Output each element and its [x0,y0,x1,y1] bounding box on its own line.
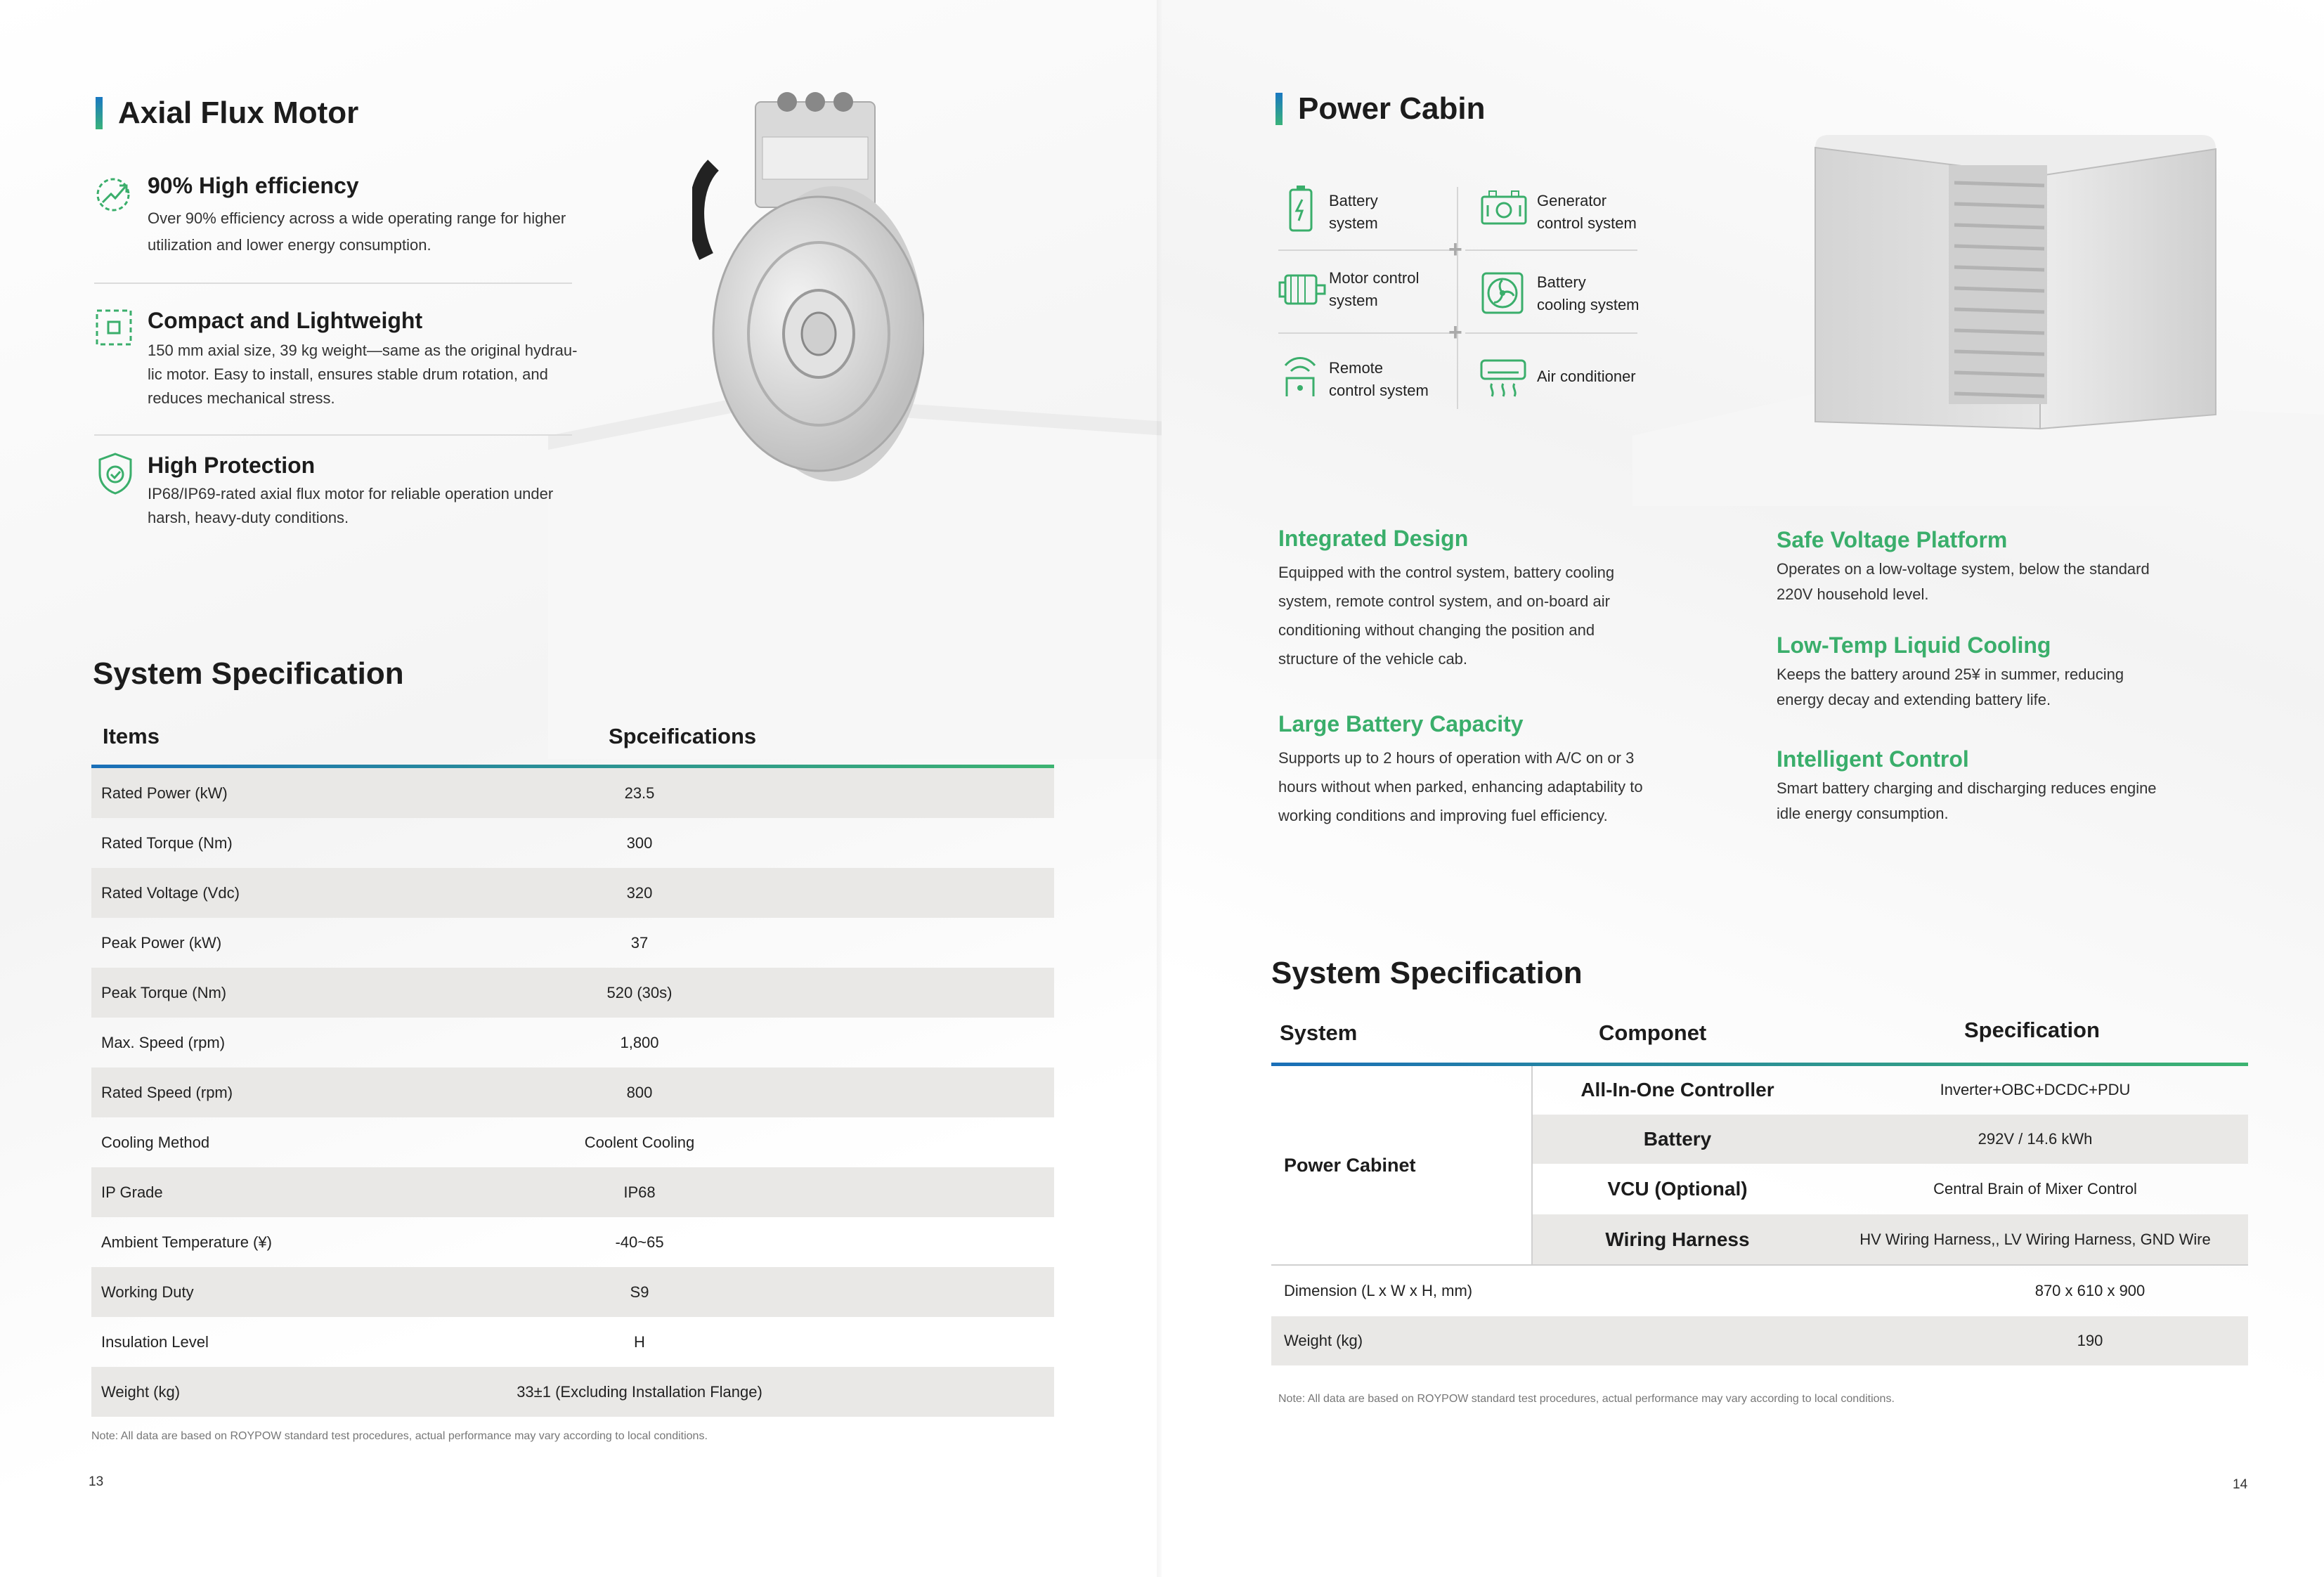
feature-text: Smart battery charging and discharging reduces engine idle energy consumption. [1777,779,2157,822]
plus-sign: + [1448,319,1462,346]
spec-value-cell: -40~65 [615,1233,664,1251]
battery-icon [1288,184,1313,233]
table-header-component: Componet [1599,1020,1707,1045]
table-row [91,1217,1054,1267]
table-row [91,1117,1054,1167]
spec-value-cell: 800 [626,1083,653,1101]
component-label: Remote control system [1329,359,1429,399]
feature-title: Safe Voltage Platform [1777,527,2008,552]
page-number: 13 [89,1474,104,1489]
table-header-system: System [1280,1020,1358,1045]
spec-value-cell: S9 [630,1283,649,1301]
component-name-cell: Wiring Harness [1533,1214,1822,1264]
spec-item-cell: Insulation Level [101,1332,209,1351]
page-title: Power Cabin [1275,91,1486,126]
table-row: Weight (kg) 190 [1271,1316,2248,1365]
spec-item-cell: Rated Voltage (Vdc) [101,883,240,902]
component-label: Battery cooling system [1537,273,1640,313]
spec-item-cell: Peak Power (kW) [101,933,222,952]
component-label: Battery system [1329,192,1378,232]
component-name-cell: VCU (Optional) [1607,1178,1748,1200]
grid-divider [1465,249,1637,251]
spec-value-cell: 33±1 (Excluding Installation Flange) [517,1382,762,1401]
table-header-items: Items [103,724,160,748]
grid-divider [1465,332,1637,334]
feature-text: Equipped with the control system, battery cooling system, remote control system, and on-board air conditioning without changing the position and structure of the vehicle cab. [1278,564,1615,668]
grid-divider [1278,332,1450,334]
spec-item-cell: Max. Speed (rpm) [101,1033,226,1051]
spec-item-cell: Rated Torque (Nm) [101,833,233,852]
power-cabin-image [1808,134,2258,436]
spec-value-cell: H [634,1332,645,1351]
feature-title: Low-Temp Liquid Cooling [1777,632,2051,658]
table-row [91,918,1054,968]
spec-item-cell: Rated Power (kW) [101,784,228,802]
table-row [91,1018,1054,1067]
footnote: Note: All data are based on ROYPOW standard test procedures, actual performance may vary according to local conditions. [91,1430,708,1442]
spec-item-cell: Working Duty [101,1283,194,1301]
feature-divider [94,434,572,436]
feature-divider [94,283,572,284]
motor-icon [1278,270,1327,309]
component-spec-cell: Central Brain of Mixer Control [1933,1180,2137,1198]
table-header-specification: Specification [1964,1018,2100,1042]
component-name-cell: All-In-One Controller [1580,1078,1774,1101]
feature-text: Keeps the battery around 25¥ in summer, reducing energy decay and extending battery life. [1777,666,2124,708]
spec-value-cell: Coolent Cooling [584,1133,695,1151]
plus-sign: + [1448,236,1462,263]
component-label: Generator control system [1537,192,1637,232]
compact-box-icon [94,308,134,347]
fan-cooling-icon [1481,271,1524,315]
table-row: Dimension (L x W x H, mm) 870 x 610 x 900 [1284,1282,2146,1299]
spec-value-cell: 37 [630,933,649,952]
remote-signal-icon [1280,351,1320,398]
feature-text: IP68/IP69-rated axial flux motor for reliable operation under harsh, heavy-duty conditions. [148,485,554,526]
generator-icon [1479,190,1528,228]
feature-title: 90% High efficiency [148,173,359,198]
page-title: Axial Flux Motor [96,96,358,131]
component-label: Motor control system [1329,269,1420,309]
feature-text: Operates on a low-voltage system, below the standard 220V household level. [1777,560,2150,603]
page-number: 14 [2233,1477,2248,1492]
title-accent-bar [1275,93,1283,125]
feature-text: Supports up to 2 hours of operation with A/C on or 3 hours without when parked, enhancing adaptability to working conditions and improving fuel efficiency. [1278,749,1643,824]
table-row [91,1267,1054,1317]
spec-value-cell: 520 (30s) [606,983,673,1001]
table-row [91,1317,1054,1367]
table-row [91,1167,1054,1217]
footnote: Note: All data are based on ROYPOW standard test procedures, actual performance may vary according to local conditions. [1278,1393,1895,1405]
shield-check-icon [96,451,135,496]
table-row [91,1367,1054,1417]
system-group-cell: Power Cabinet [1284,1154,1416,1176]
component-spec-cell: 292V / 14.6 kWh [1822,1115,2248,1164]
page-right [1162,0,2324,1577]
spec-value-cell: 23.5 [624,784,655,802]
feature-title: Intelligent Control [1777,746,1969,772]
table-row [91,868,1054,918]
title-accent-bar [96,97,103,129]
spec-item-cell: Rated Speed (rpm) [101,1083,233,1101]
grid-divider [1278,249,1450,251]
table-row [91,968,1054,1018]
component-spec-cell: Inverter+OBC+DCDC+PDU [1940,1080,2131,1098]
table-header-specifications: Spceifications [609,724,757,748]
grid-divider [1457,187,1458,409]
feature-title: Large Battery Capacity [1278,711,1524,736]
spec-item-cell: IP Grade [101,1183,163,1201]
table-row [91,818,1054,868]
spec-item-cell: Weight (kg) [101,1382,181,1401]
component-label: Air conditioner [1537,368,1636,385]
axial-flux-motor-image [692,74,924,510]
air-conditioner-icon [1479,358,1527,398]
spec-item-cell: Peak Torque (Nm) [101,983,227,1001]
efficiency-arrow-icon [93,174,134,215]
feature-text: 150 mm axial size, 39 kg weight—same as the original hydrau- lic motor. Easy to install, ensures stable drum rotation, and reduces mechanical stress. [148,342,578,407]
table-row [91,768,1054,818]
component-name-cell: Battery [1533,1115,1822,1164]
table-row [91,1067,1054,1117]
spec-value-cell: 300 [626,833,653,852]
feature-title: High Protection [148,453,316,478]
component-spec-cell: HV Wiring Harness,, LV Wiring Harness, GND Wire [1822,1214,2248,1264]
spec-value-cell: 320 [626,883,653,902]
spec-value-cell: IP68 [623,1183,656,1201]
spec-title: System Specification [1271,956,1583,990]
spec-item-cell: Ambient Temperature (¥) [101,1233,272,1251]
spec-title: System Specification [93,656,404,691]
spec-value-cell: 1,800 [620,1033,659,1051]
feature-title: Compact and Lightweight [148,308,423,333]
feature-text: Over 90% efficiency across a wide operating range for higher utilization and lower energy consumption. [148,209,566,254]
feature-title: Integrated Design [1278,526,1469,551]
spec-item-cell: Cooling Method [101,1133,210,1151]
